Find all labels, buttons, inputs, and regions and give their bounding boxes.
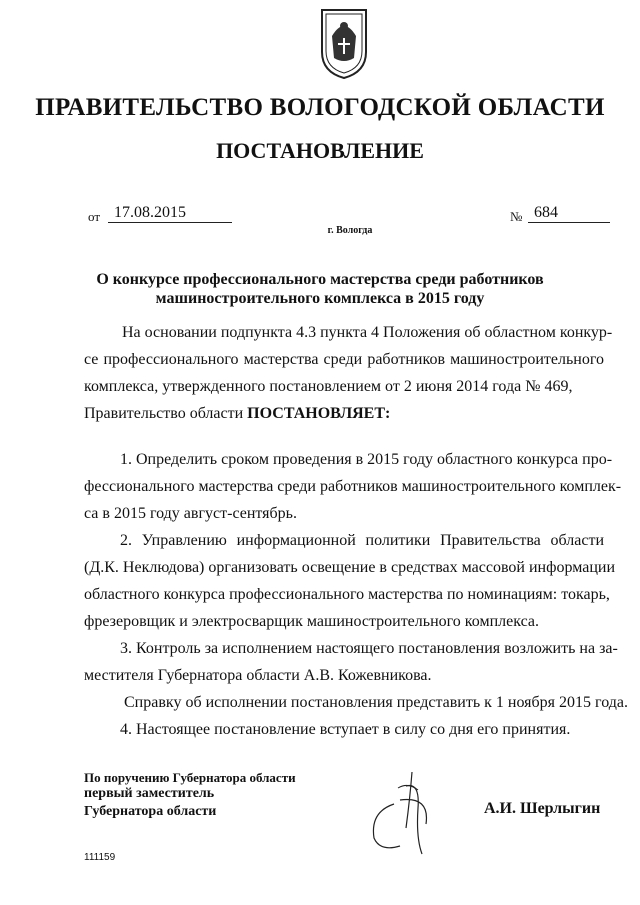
document-subject (0, 270, 640, 308)
document-kind: ПОСТАНОВЛЕНИЕ (216, 138, 424, 163)
subject-line: машиностроительного комплекса в 2015 году (155, 290, 485, 307)
item-line: фрезеровщик и электросварщик машиностроительного комплекса. (84, 613, 539, 630)
item-line: 4. Настоящее постановление вступает в силу со дня его принятия. (120, 721, 571, 738)
signatory-name: А.И. Шерлыгин (484, 800, 601, 817)
government-title: ПРАВИТЕЛЬСТВО ВОЛОГОДСКОЙ ОБЛАСТИ (35, 94, 605, 121)
item-line: 1. Определить сроком проведения в 2015 году областного конкурса про- (120, 451, 613, 468)
body-line: се профессионального мастерства среди работников машиностроительного (84, 351, 604, 368)
signature-line: По поручению Губернатора области (84, 770, 296, 785)
body-line: На основании подпункта 4.3 пункта 4 Положения об областном конкур- (122, 324, 613, 341)
coat-of-arms-icon (318, 6, 370, 82)
item-line: 2. Управлению информационной политики Правительства области (120, 532, 604, 549)
number-label: № (510, 209, 523, 224)
item-line: местителя Губернатора области А.В. Кожевникова. (84, 667, 432, 684)
item-line: 3. Контроль за исполнением настоящего постановления возложить на за- (120, 640, 618, 657)
document-date: 17.08.2015 (108, 204, 232, 223)
item-line: са в 2015 году август-сентябрь. (84, 505, 297, 522)
item-line: фессионального мастерства среди работников машиностроительного комплек- (84, 478, 622, 495)
registration-number: 111159 (84, 852, 116, 863)
signature-line: первый заместитель (84, 786, 215, 801)
item-line: областного конкурса профессионального мастерства по номинациям: токарь, (84, 586, 610, 603)
body-line: комплекса, утвержденного постановлением от 2 июня 2014 года № 469, (84, 378, 573, 395)
document-number: 684 (528, 204, 610, 223)
handwritten-signature (360, 768, 470, 858)
body-text: Правительство области (84, 405, 248, 422)
item-line: Справку об исполнении постановления представить к 1 ноября 2015 года. (124, 694, 628, 711)
signature-line: Губернатора области (84, 804, 217, 819)
date-label: от (88, 209, 101, 224)
resolves-word: ПОСТАНОВЛЯЕТ: (247, 405, 391, 422)
item-line: (Д.К. Неклюдова) организовать освещение в средствах массовой информации (84, 559, 616, 576)
subject-line: О конкурсе профессионального мастерства среди работников (96, 271, 544, 288)
city: г. Вологда (327, 225, 373, 236)
body-line (84, 405, 604, 423)
